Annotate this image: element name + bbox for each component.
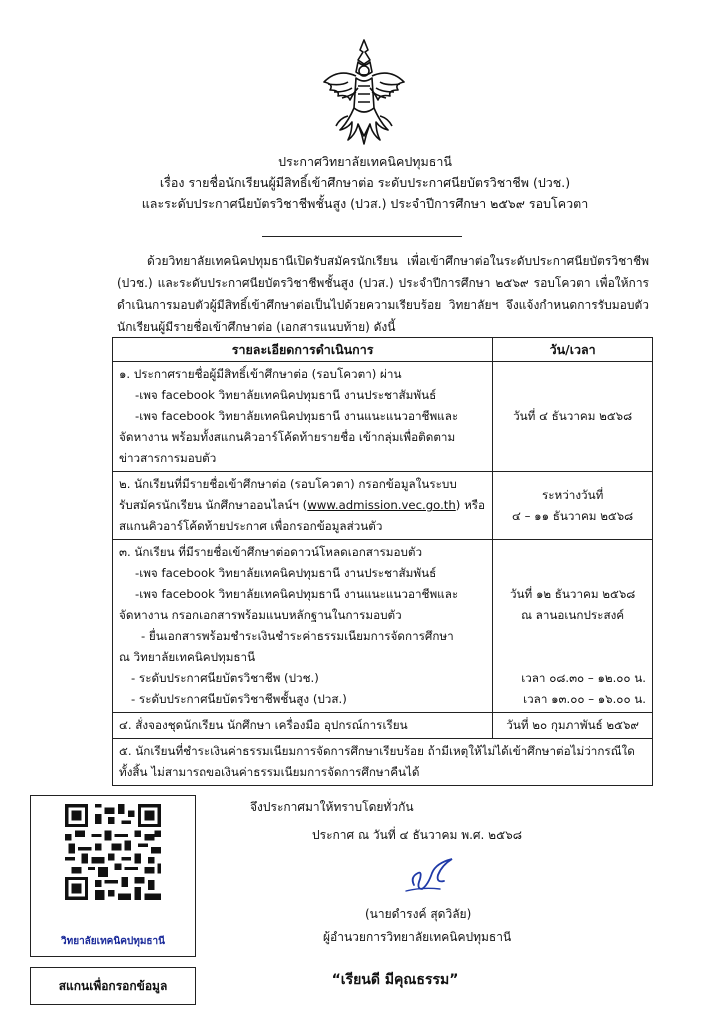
column-header-date: วัน/เวลา [493,338,653,362]
row1-line: -เพจ facebook วิทยาลัยเทคนิคปทุมธานี งานประชาสัมพันธ์ [135,388,437,402]
row3-line: ณ วิทยาลัยเทคนิคปทุมธานี [119,650,256,664]
announcement-subject: เรื่อง รายชื่อนักเรียนผู้มีสิทธิ์เข้าศึกษาต่อ ระดับประกาศนียบัตรวิชาชีพ (ปวช.) [159,175,571,190]
admission-link[interactable]: www.admission.vec.go.th [307,498,456,512]
row3-date [493,540,653,713]
row2-date-text: ระหว่างวันที่ [541,487,604,502]
row3-spacer [499,626,646,668]
row3-line: - ระดับประกาศนียบัตรวิชาชีพ (ปวช.) [131,671,319,685]
row2-line-end: ) หรือ [455,498,486,512]
row2-line: ๒. นักเรียนที่มีรายชื่อเข้าศึกษาต่อ (รอบโควตา) กรอกข้อมูลในระบบ [119,477,457,491]
row1-line: จัดหางาน พร้อมทั้งสแกนคิวอาร์โค้ดท้ายรายชื่อ เข้ากลุ่มเพื่อติดตาม [119,430,456,444]
scan-label-box [30,967,196,1005]
row5-line: ทั้งสิ้น ไม่สามารถขอเงินค่าธรรมเนียมการจัดการศึกษาคืนได้ [119,765,420,779]
motto: “เรียนดี มีคุณธรรม” [331,972,459,988]
row1-line: -เพจ facebook วิทยาลัยเทคนิคปทุมธานี งานแนะแนวอาชีพและ [135,409,459,423]
table-row [113,362,653,472]
announcement-heading [100,151,630,214]
announcement-org: ประกาศวิทยาลัยเทคนิคปทุมธานี [278,154,452,169]
garuda-emblem-icon [318,38,410,150]
heading-divider [262,236,462,237]
row3-line: - ระดับประกาศนียบัตรวิชาชีพชั้นสูง (ปวส.) [131,692,347,706]
schedule-table [112,337,653,786]
row3-date-text: วันที่ ๑๒ ธันวาคม ๒๕๖๘ [509,587,636,601]
intro-text: ด้วยวิทยาลัยเทคนิคปทุมธานีเปิดรับสมัครนักเรียน เพื่อเข้าศึกษาต่อในระดับประกาศนียบัตรวิชาชีพ (ปวช.) และระดับประกาศนียบัตรวิชาชีพชั้นสูง (ปวส.) ประจำปีการศึกษา ๒๕๖๙ รอบโควตา เพื่อให้การดำเนินการมอบตัวผู้มีสิทธิ์เข้าศึกษาต่อเป็นไปด้วยความเรียบร้อย วิทยาลัยฯ จึงแจ้งกำหนดการรับมอบตัวนักเรียนผู้มีรายชื่อเข้าศึกษาต่อ (เอกสารแนบท้าย) ดังนี้ [117,254,649,334]
row1-line: ๑. ประกาศรายชื่อผู้มีสิทธิ์เข้าศึกษาต่อ (รอบโควตา) ผ่าน [119,367,402,381]
row3-detail [113,540,493,713]
table-row [113,713,653,739]
row2-detail [113,472,493,540]
row3-line: ๓. นักเรียน ที่มีรายชื่อเข้าศึกษาต่อดาวน์โหลดเอกสารมอบตัว [119,545,423,559]
intro-paragraph [117,250,649,338]
qr-college-label: วิทยาลัยเทคนิคปทุมธานี [61,936,165,947]
row2-line-with-link [119,495,486,516]
row1-line: ข่าวสารการมอบตัว [119,451,217,465]
row2-date [493,472,653,540]
row1-date [493,362,653,472]
table-row [113,472,653,540]
scan-label: สแกนเพื่อกรอกข้อมูล [58,979,168,993]
row3-time-hvc: เวลา ๑๓.๐๐ – ๑๖.๐๐ น. [523,692,646,706]
table-header-row [113,338,653,362]
row3-time-pvc: เวลา ๐๘.๓๐ – ๑๒.๐๐ น. [521,671,646,685]
announcement-subject-line2: และระดับประกาศนียบัตรวิชาชีพชั้นสูง (ปวส.) ประจำปีการศึกษา ๒๕๖๙ รอบโควตา [141,196,589,211]
signer-name: (นายดำรงค์ สุดวิลัย) [365,907,472,921]
row3-line: - ยื่นเอกสารพร้อมชำระเงินชำระค่าธรรมเนียมการจัดการศึกษา [141,629,454,643]
column-header-detail: รายละเอียดการดำเนินการ [113,338,493,362]
row3-line: จัดหางาน กรอกเอกสารพร้อมแนบหลักฐานในการมอบตัว [119,608,402,622]
row4-line: ๔. สั่งจองชุดนักเรียน นักศึกษา เครื่องมือ อุปกรณ์การเรียน [119,718,408,732]
row1-detail [113,362,493,472]
row4-date [493,713,653,739]
row4-date-text: วันที่ ๒๐ กุมภาพันธ์ ๒๕๖๙ [506,718,639,732]
row4-detail [113,713,493,739]
qr-code-icon[interactable] [65,804,161,900]
closing-date: ประกาศ ณ วันที่ ๔ ธันวาคม พ.ศ. ๒๕๖๘ [312,828,523,842]
row2-date-range: ๔ – ๑๑ ธันวาคม ๒๕๖๘ [512,508,634,523]
row3-line: -เพจ facebook วิทยาลัยเทคนิคปทุมธานี งานประชาสัมพันธ์ [135,566,437,580]
row2-line: สแกนคิวอาร์โค้ดท้ายประกาศ เพื่อกรอกข้อมูลส่วนตัว [119,519,383,533]
row3-line: -เพจ facebook วิทยาลัยเทคนิคปทุมธานี งานแนะแนวอาชีพและ [135,587,459,601]
signature-icon [392,855,458,897]
signer-position: ผู้อำนวยการวิทยาลัยเทคนิคปทุมธานี [323,930,512,944]
row1-date-text: วันที่ ๔ ธันวาคม ๒๕๖๘ [513,409,633,423]
table-row [113,540,653,713]
closing-announce: จึงประกาศมาให้ทราบโดยทั่วกัน [250,800,414,814]
row3-venue: ณ ลานอเนกประสงค์ [521,608,625,622]
qr-code-box [30,795,196,957]
row5-line: ๕. นักเรียนที่ชำระเงินค่าธรรมเนียมการจัดการศึกษาเรียบร้อย ถ้ามีเหตุให้ไม่ได้เข้าศึกษาต่อไม่ว่ากรณีใด [119,744,635,758]
table-row [113,739,653,786]
row5-note [113,739,653,786]
row2-line-start: รับสมัครนักเรียน นักศึกษาออนไลน์ฯ ( [119,498,308,512]
